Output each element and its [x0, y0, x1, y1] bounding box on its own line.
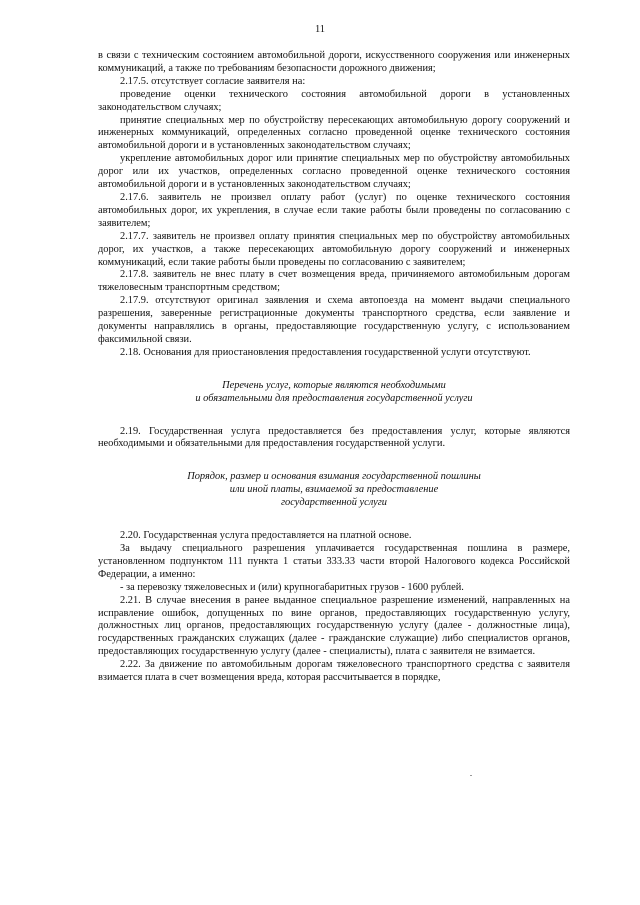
- heading-line: Перечень услуг, которые являются необходимыми: [222, 379, 446, 391]
- document-body: [98, 50, 570, 685]
- paragraph: 2.19. Государственная услуга предоставляется без предоставления услуг, которые являются необходимыми и обязательными для предоставления государственной услуги.: [98, 425, 570, 450]
- paragraph: 2.17.5. отсутствует согласие заявителя на:: [120, 75, 306, 87]
- paragraph: 2.22. За движение по автомобильным дорогам тяжеловесного транспортного средства с заявителя взимается плата в счет возмещения вреда, которая рассчитывается в порядке,: [98, 659, 570, 684]
- paragraph: принятие специальных мер по обустройству пересекающих автомобильную дорогу сооружений и инженерных коммуникаций, определенных согласно проведенной оценке технического состояния автомобильной дороги и в установленных законодательством случаях;: [98, 114, 570, 152]
- paragraph: 2.18. Основания для приостановления предоставления государственной услуги отсутствуют.: [120, 346, 531, 358]
- paragraph: За выдачу специального разрешения уплачивается государственная пошлина в размере, установленном подпунктом 111 пункта 1 статьи 333.33 части второй Налогового кодекса Российской Федерации, а именно:: [98, 543, 570, 580]
- heading-line: Порядок, размер и основания взимания государственной пошлины: [187, 471, 481, 483]
- section-heading-fees: [98, 471, 570, 510]
- paragraph: 2.20. Государственная услуга предоставляется на платной основе.: [120, 530, 412, 542]
- scan-speck: [470, 775, 472, 776]
- heading-line: или иной платы, взимаемой за предоставление: [229, 484, 439, 496]
- paragraph: 2.17.6. заявитель не произвел оплату работ (услуг) по оценке технического состояния автомобильных дорог, их укрепления, в случае если такие работы были проведены по согласованию с заявителем;: [98, 191, 570, 229]
- heading-line: и обязательными для предоставления государственной услуги: [195, 392, 473, 404]
- paragraph: в связи с техническим состоянием автомобильной дороги, искусственного сооружения или инженерных коммуникаций, а также по требованиям безопасности дорожного движения;: [98, 50, 570, 74]
- heading-line: государственной услуги: [280, 497, 388, 509]
- paragraph: 2.17.7. заявитель не произвел оплату принятия специальных мер по обустройству автомобильных дорог, их участков, а также пересекающих автомобильную дорогу сооружений и инженерных коммуникаций, если такие работы были проведены по согласованию с заявителем;: [98, 230, 570, 268]
- paragraph: - за перевозку тяжеловесных и (или) крупногабаритных грузов - 1600 рублей.: [120, 581, 464, 593]
- paragraph: проведение оценки технического состояния автомобильной дороги в установленных законодательством случаях;: [98, 88, 570, 113]
- section-heading-services: [98, 380, 570, 406]
- paragraph: укрепление автомобильных дорог или принятие специальных мер по обустройству автомобильных дорог или их участков, определенных согласно проведенной оценке технического состояния автомобильной дороги и в установленных законодательством случаях;: [98, 153, 570, 191]
- paragraph: 2.17.8. заявитель не внес плату в счет возмещения вреда, причиняемого автомобильным дорогам тяжеловесным транспортным средством;: [98, 269, 570, 294]
- paragraph: 2.17.9. отсутствуют оригинал заявления и схема автопоезда на момент выдачи специального разрешения, заверенные регистрационные документы транспортного средства, если заявление и документы направлялись в органы, предоставляющие государственную услугу, с использованием факсимильной связи.: [98, 295, 570, 345]
- page-number: 11: [314, 24, 326, 35]
- paragraph: 2.21. В случае внесения в ранее выданное специальное разрешение изменений, направленных на исправление ошибок, допущенных по вине органов, предоставляющих государственную услугу, должностных лиц органов, предоставляющих государственную услугу (далее - должностные лица), государственных гражданских служащих (далее - гражданские служащие) либо специалистов органов, предоставляющих государственную услугу (далее - специалисты), плата с заявителя не взимается.: [98, 594, 570, 658]
